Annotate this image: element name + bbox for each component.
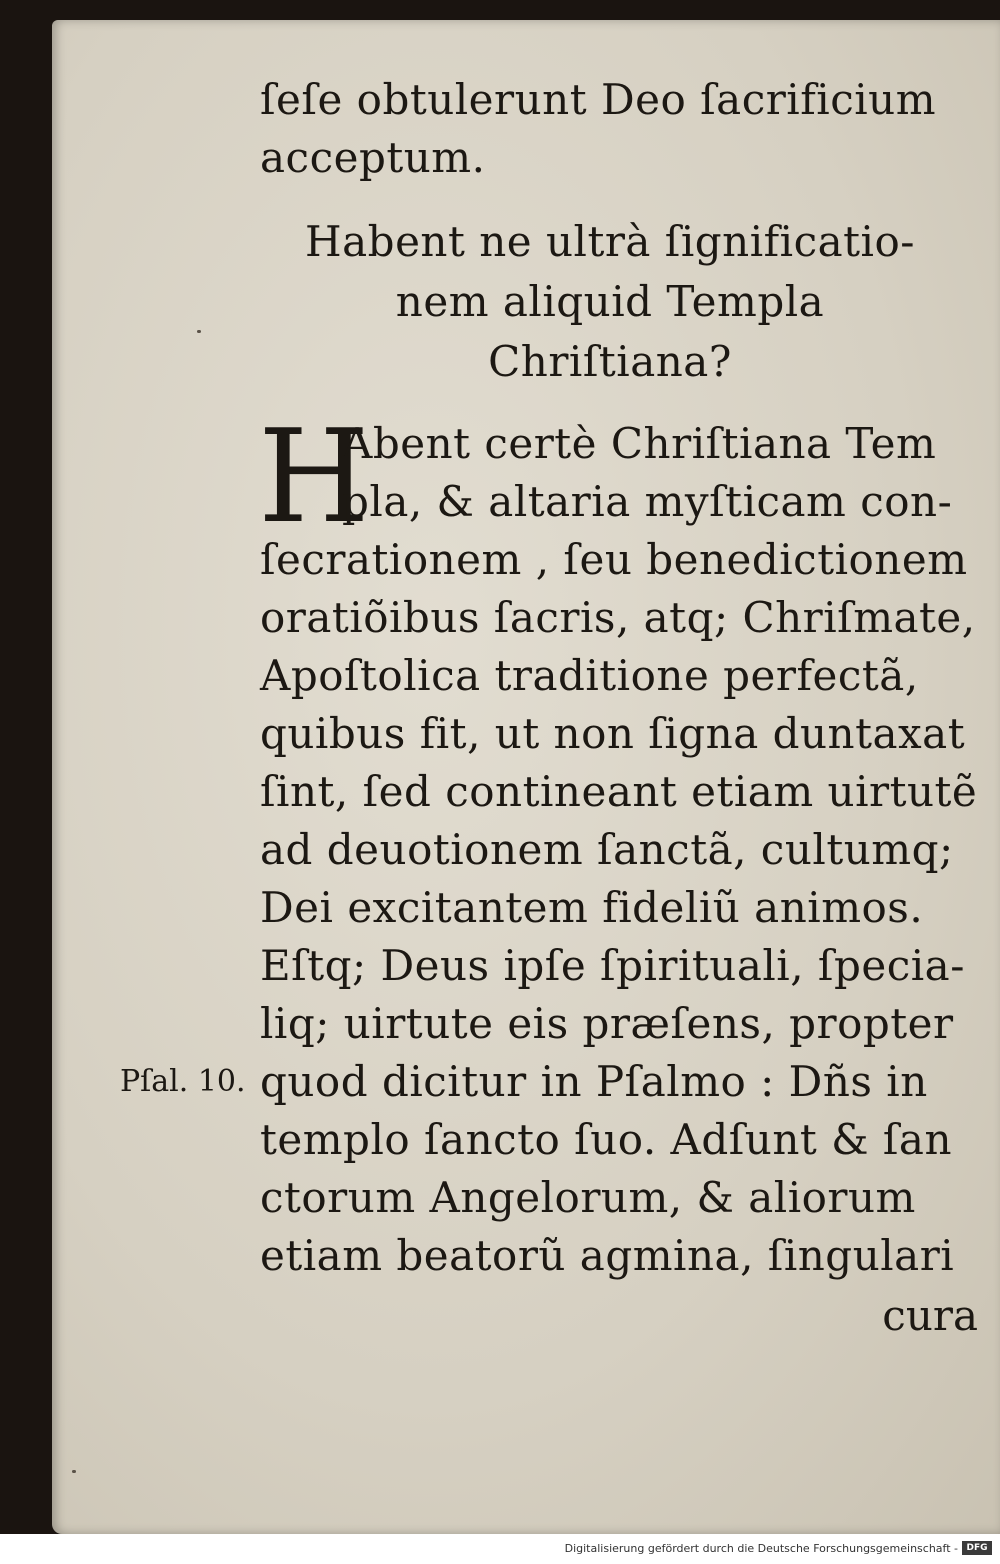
footer-bar [0, 1534, 1000, 1564]
margin-note: Pſal. 10. [120, 1064, 246, 1099]
text-line: liq; uirtute eis præſens, propter [260, 999, 954, 1048]
text-line: ſeſe obtulerunt Deo ſacrificium [260, 75, 937, 124]
text-line: ad deuotionem ſanctã, cultumq; [260, 825, 954, 874]
paper-speck [72, 1470, 76, 1473]
paper-speck [197, 330, 201, 333]
heading-line: Habent ne ultrà ſignificatio- [305, 217, 915, 266]
text-line: Dei excitantem fideliũ animos. [260, 883, 924, 932]
text-line: templo ſancto ſuo. Adſunt & ſan [260, 1115, 952, 1164]
catchword: cura [882, 1291, 978, 1340]
text-line: ſint, ſed contineant etiam uirtutẽ [260, 767, 978, 816]
text-line: quibus fit, ut non ſigna duntaxat [260, 709, 966, 758]
text-line: Eſtq; Deus ipſe ſpirituali, ſpecia- [260, 941, 965, 990]
text-line: acceptum. [260, 133, 486, 182]
text-line: oratiõibus ſacris, atq; Chriſmate, [260, 593, 976, 642]
dfg-logo: DFG [962, 1541, 992, 1555]
text-line: etiam beatorũ agmina, ſingulari [260, 1231, 955, 1280]
text-line: ſecrationem , ſeu benedictionem [260, 535, 968, 584]
text-line: pla, & altaria myſticam con- [342, 477, 953, 526]
text-line: Apoſtolica traditione perfectã, [260, 651, 919, 700]
text-line: ctorum Angelorum, & aliorum [260, 1173, 916, 1222]
heading-line: Chriſtiana? [488, 337, 732, 386]
text-line: Abent certè Chriſtiana Tem [342, 419, 937, 468]
footer-credit: Digitalisierung gefördert durch die Deutsche Forschungsgemeinschaft - [564, 1542, 958, 1555]
heading-line: nem aliquid Templa [395, 277, 825, 326]
text-line: quod dicitur in Pſalmo : Dñs in [260, 1057, 928, 1106]
drop-capital: H [258, 403, 370, 552]
